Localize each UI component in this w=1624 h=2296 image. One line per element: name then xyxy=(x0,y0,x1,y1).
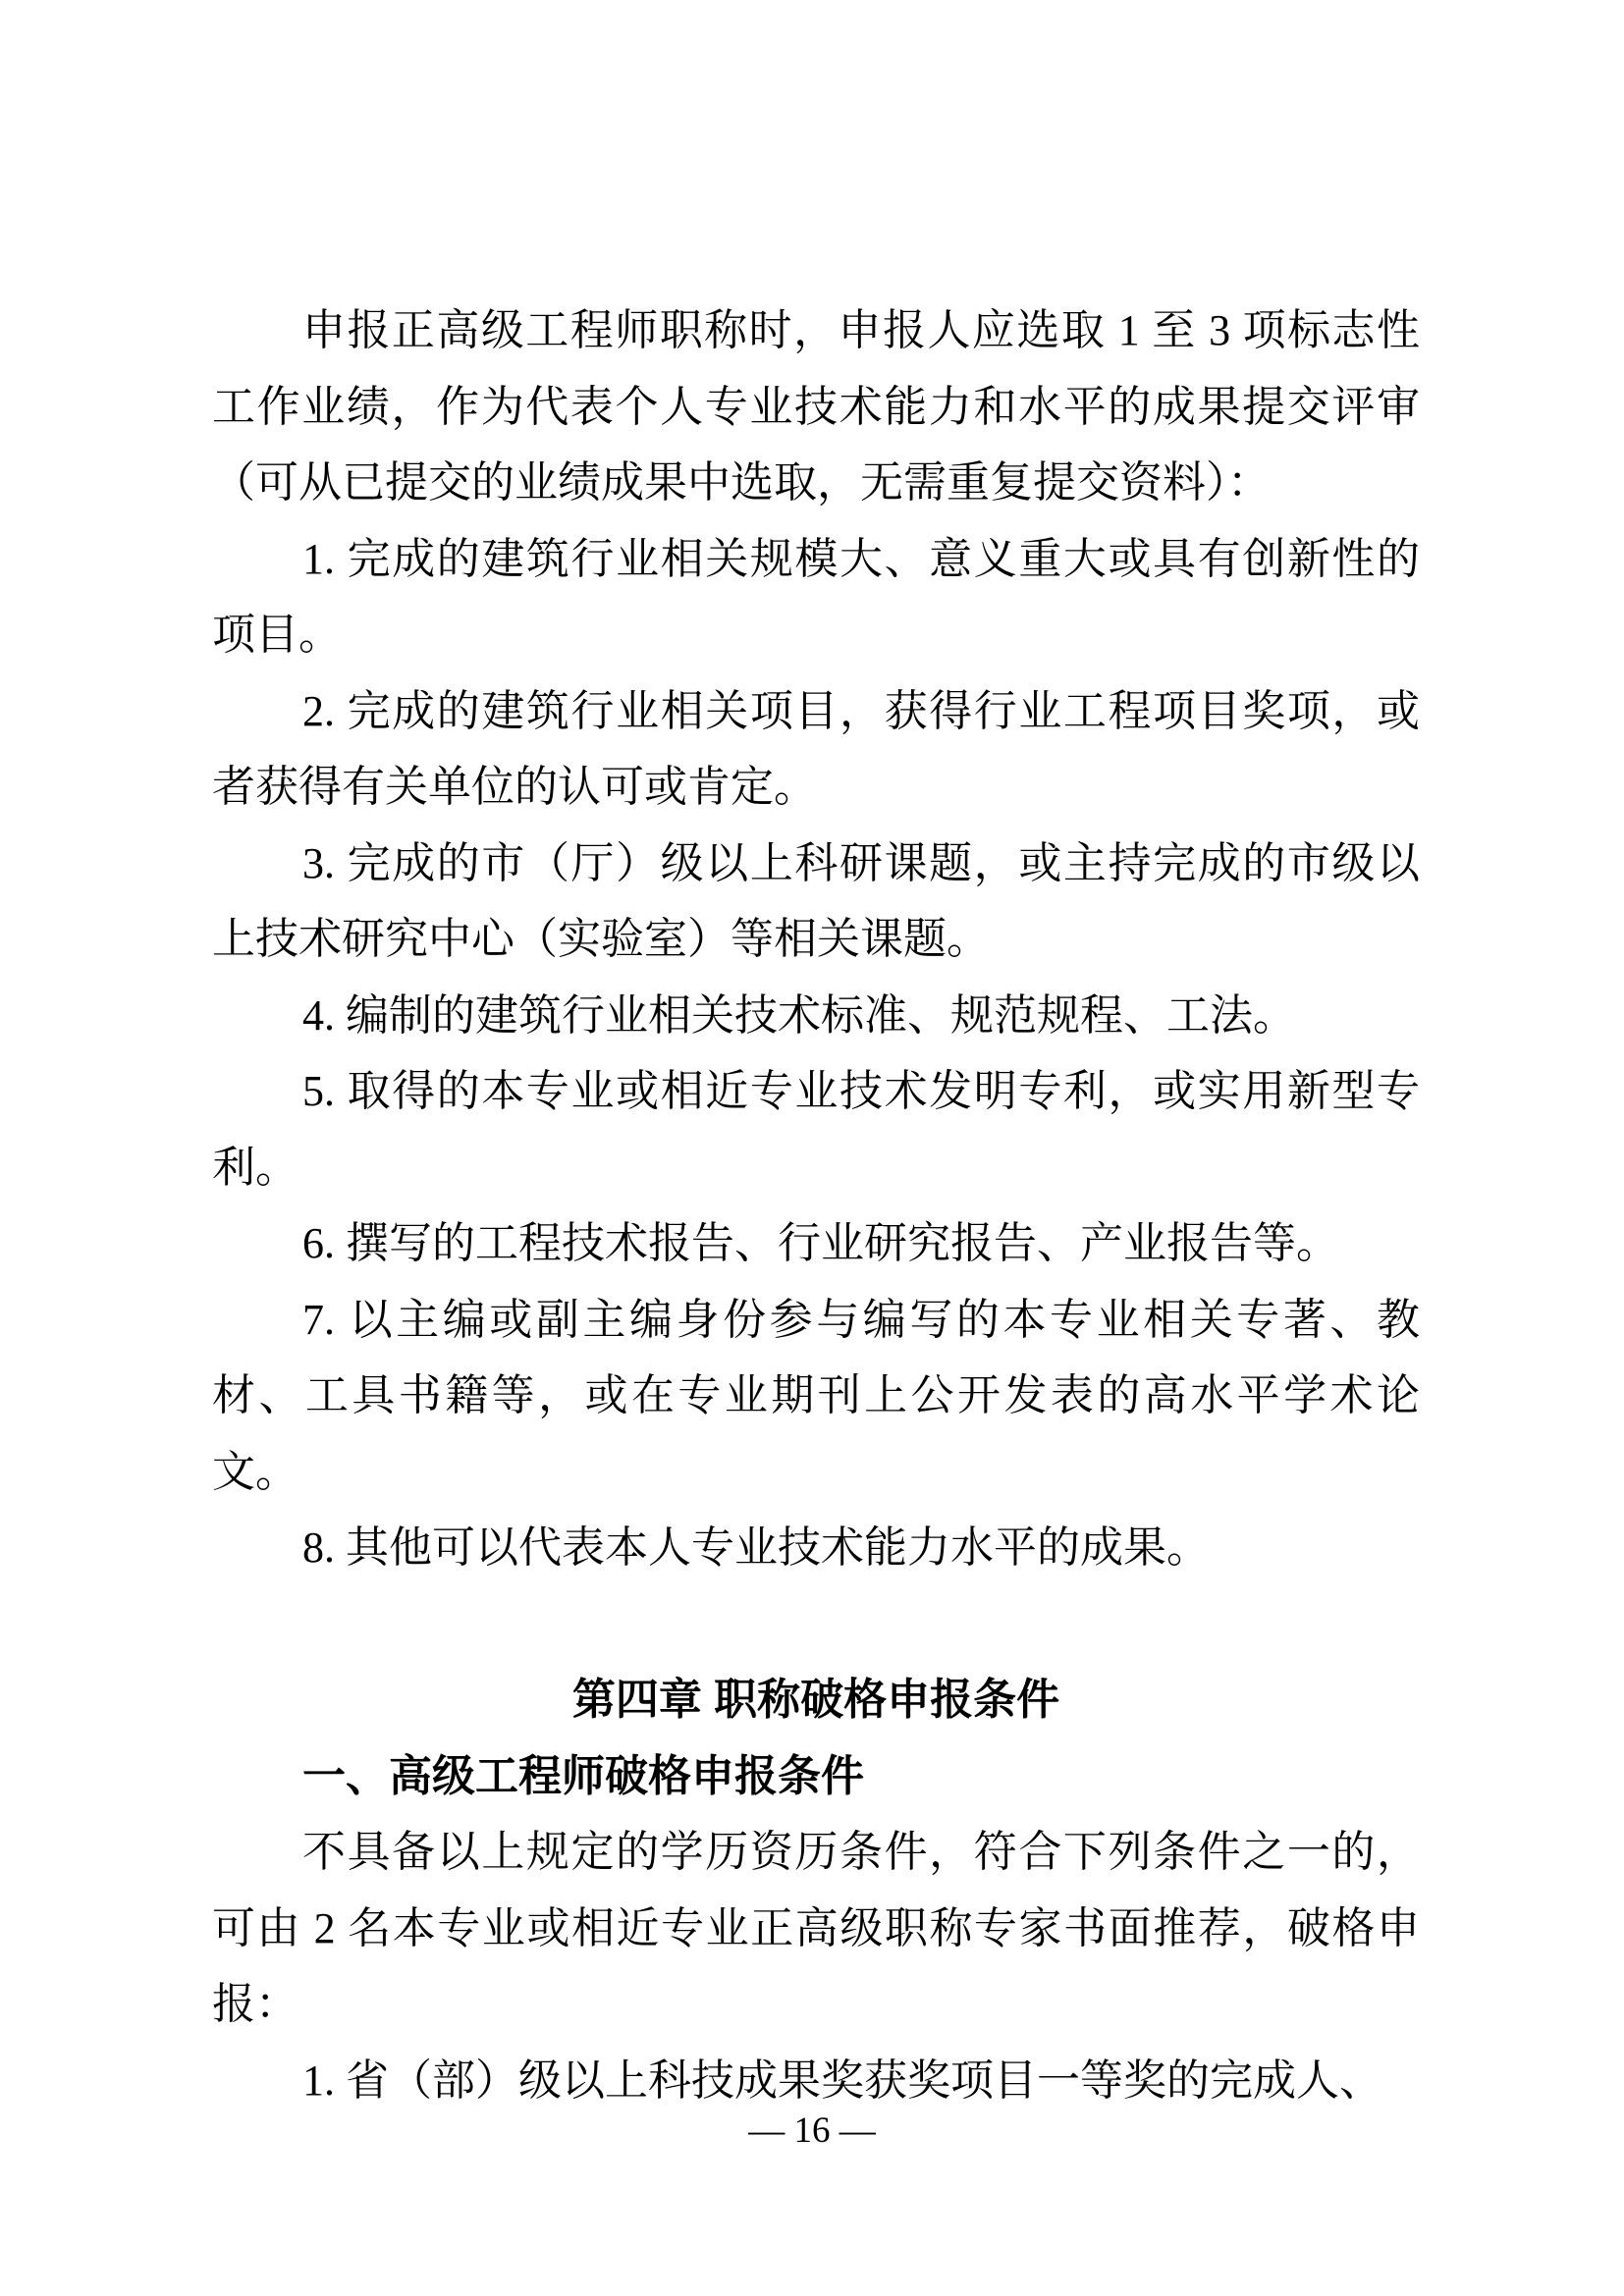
section-heading: 一、高级工程师破格申报条件 xyxy=(302,1751,864,1800)
list-item-2-award: 2. 完成的建筑行业相关项目，获得行业工程项目奖项，或者获得有关单位的认可或肯定。 xyxy=(212,686,1420,811)
list-item-1-project: 1. 完成的建筑行业相关规模大、意义重大或具有创新性的项目。 xyxy=(212,534,1420,659)
list-item-3-research: 3. 完成的市（厅）级以上科研课题，或主持完成的市级以上技术研究中心（实验室）等相关课题。 xyxy=(212,838,1420,963)
intro-paragraph: 申报正高级工程师职称时，申报人应选取 1 至 3 项标志性工作业绩，作为代表个人专业技术能力和水平的成果提交评审（可从已提交的业绩成果中选取，无需重复提交资料）： xyxy=(212,306,1420,507)
page-number: — 16 — xyxy=(748,2110,876,2151)
exception-paragraph: 不具备以上规定的学历资历条件，符合下列条件之一的，可由 2 名本专业或相近专业正高级职称专家书面推荐，破格申报： xyxy=(212,1828,1420,2028)
list-item-1-province-award: 1. 省（部）级以上科技成果奖获奖项目一等奖的完成人、 xyxy=(302,2056,1382,2105)
list-item-6-reports: 6. 撰写的工程技术报告、行业研究报告、产业报告等。 xyxy=(302,1219,1339,1267)
chapter-heading: 第四章 职称破格申报条件 xyxy=(571,1676,1060,1724)
list-item-4-standards: 4. 编制的建筑行业相关技术标准、规范规程、工法。 xyxy=(302,990,1296,1040)
list-item-7-publications: 7. 以主编或副主编身份参与编写的本专业相关专著、教材、工具书籍等，或在专业期刊上公开发表的高水平学术论文。 xyxy=(212,1295,1420,1496)
list-item-8-other: 8. 其他可以代表本人专业技术能力水平的成果。 xyxy=(302,1523,1210,1572)
list-item-5-patent: 5. 取得的本专业或相近专业技术发明专利，或实用新型专利。 xyxy=(212,1067,1420,1192)
document-body xyxy=(212,293,1420,2118)
